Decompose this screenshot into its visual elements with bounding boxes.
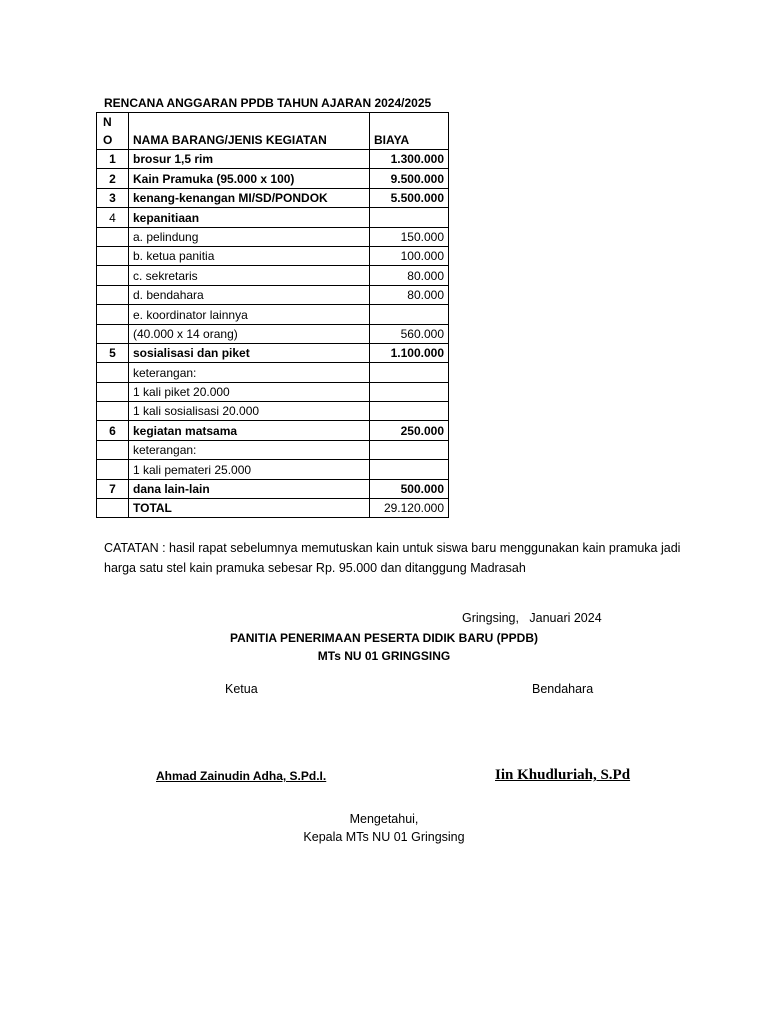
row-no [97,440,129,459]
table-row [97,499,449,518]
row-item: sosialisasi dan piket [129,343,370,362]
row-item: 1 kali piket 20.000 [129,382,370,401]
row-no [97,285,129,304]
table-row [97,343,449,362]
table-header-row [97,113,449,150]
row-item: 1 kali sosialisasi 20.000 [129,402,370,421]
org-line-1: PANITIA PENERIMAAN PESERTA DIDIK BARU (PPDB) [229,631,538,645]
row-cost [370,382,449,401]
table-row [97,246,449,265]
ack-line-2: Kepala MTs NU 01 Gringsing [303,830,465,844]
note [104,538,704,578]
row-no [97,382,129,401]
row-cost: 9.500.000 [370,169,449,188]
row-no: 1 [97,150,129,169]
table-row [97,188,449,207]
row-no [97,460,129,479]
place-date: Gringsing, Januari 2024 [462,611,602,625]
table-row [97,382,449,401]
row-no: 4 [97,208,129,227]
row-cost: 80.000 [370,266,449,285]
row-cost [370,208,449,227]
signer-right: Iin Khudluriah, S.Pd [495,767,631,783]
row-no [97,246,129,265]
role-left: Ketua [225,682,258,696]
row-cost: 1.100.000 [370,343,449,362]
row-item: brosur 1,5 rim [129,150,370,169]
row-no [97,363,129,382]
row-item: e. koordinator lainnya [129,305,370,324]
row-no [97,402,129,421]
row-no: 6 [97,421,129,440]
table-row [97,460,449,479]
row-no: 3 [97,188,129,207]
note-line-1: CATATAN : hasil rapat sebelumnya memutuskan kain untuk siswa baru menggunakan kain pramuka jadi [104,541,681,555]
row-cost [370,363,449,382]
org-line-2: MTs NU 01 GRINGSING [317,649,451,663]
table-row [97,363,449,382]
row-no: 7 [97,479,129,498]
header-item: NAMA BARANG/JENIS KEGIATAN [129,113,370,150]
note-line-2: harga satu stel kain pramuka sebesar Rp. 95.000 dan ditanggung Madrasah [104,561,526,575]
row-item: kegiatan matsama [129,421,370,440]
row-item: 1 kali pemateri 25.000 [129,460,370,479]
row-item: kepanitiaan [129,208,370,227]
budget-table [96,112,449,518]
row-no [97,305,129,324]
row-no [97,499,129,518]
row-item: d. bendahara [129,285,370,304]
table-row [97,169,449,188]
signer-left: Ahmad Zainudin Adha, S.Pd.I. [156,769,327,783]
document-title: RENCANA ANGGARAN PPDB TAHUN AJARAN 2024/2025 [104,96,432,110]
row-item: (40.000 x 14 orang) [129,324,370,343]
table-row [97,227,449,246]
row-item: Kain Pramuka (95.000 x 100) [129,169,370,188]
row-no: 2 [97,169,129,188]
table-row [97,266,449,285]
role-right: Bendahara [532,682,594,696]
row-no: 5 [97,343,129,362]
table-row [97,285,449,304]
row-cost [370,440,449,459]
table-row [97,440,449,459]
header-cost: BIAYA [370,113,449,150]
table-row [97,305,449,324]
row-item: b. ketua panitia [129,246,370,265]
row-cost: 500.000 [370,479,449,498]
row-item: c. sekretaris [129,266,370,285]
row-cost: 560.000 [370,324,449,343]
row-no [97,227,129,246]
table-row [97,479,449,498]
row-item: kenang-kenangan MI/SD/PONDOK [129,188,370,207]
row-cost: 29.120.000 [370,499,449,518]
table-row [97,402,449,421]
table-row [97,208,449,227]
header-no: N O [97,113,129,150]
row-cost: 1.300.000 [370,150,449,169]
row-cost: 150.000 [370,227,449,246]
row-cost [370,305,449,324]
row-cost [370,402,449,421]
row-item: a. pelindung [129,227,370,246]
row-cost [370,460,449,479]
row-cost: 100.000 [370,246,449,265]
row-no [97,266,129,285]
row-item: TOTAL [129,499,370,518]
row-item: keterangan: [129,363,370,382]
table-row [97,421,449,440]
row-cost: 5.500.000 [370,188,449,207]
row-item: dana lain-lain [129,479,370,498]
row-no [97,324,129,343]
table-row [97,150,449,169]
row-item: keterangan: [129,440,370,459]
row-cost: 80.000 [370,285,449,304]
row-cost: 250.000 [370,421,449,440]
table-row [97,324,449,343]
ack-line-1: Mengetahui, [349,812,419,826]
